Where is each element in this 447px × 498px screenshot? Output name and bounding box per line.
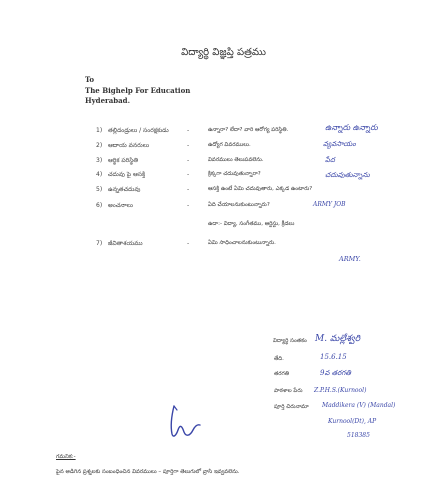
row-label: చదువు పై ఆసక్తి (108, 171, 146, 178)
row-printed-answer: ఏది చేయాలనుకుంటున్నారు? (208, 202, 270, 208)
row-printed-answer: ఉన్నారా? లేదా? వారి ఆరోగ్య పరిస్థితి. (208, 127, 289, 133)
full-address-label: పూర్తి చిరునామా (274, 404, 309, 410)
row-number: 6) (96, 202, 103, 209)
row-printed-answer: వివరములు తెలుపవలెను. (208, 157, 264, 163)
row-label: తల్లిదండ్రులు / సంరక్షకుడు (108, 127, 169, 134)
row-label: ఉన్నతచదువు (108, 186, 141, 193)
row-dash: - (187, 171, 190, 178)
note-heading: గమనిక:- (56, 454, 76, 460)
row-handwritten-answer: ARMY JOB (313, 201, 346, 208)
row-printed-answer: ఉద్యోగ వివరములు. (208, 142, 251, 148)
row-number: 3) (96, 157, 103, 164)
row-printed-answer: క్రిక్కగా చదువుతున్నారా? (208, 171, 261, 177)
row-printed-answer: ఆసక్తి ఉంటే ఏమి చదువుతారు, ఎక్కడ ఉంటారు? (208, 186, 313, 192)
row-label: జీవితాశయము (108, 240, 143, 247)
row-dash: - (187, 186, 190, 193)
row-number: 4) (96, 171, 103, 178)
document-title: విద్యార్థి విజ్ఞప్తి పత్రము (181, 47, 266, 58)
row-dash: - (187, 202, 190, 209)
row-number: 5) (96, 186, 103, 193)
row-label: ఆదాయ వనరులు (108, 142, 150, 149)
row-handwritten-answer: ఉన్నారు ఉన్నారు (325, 123, 378, 132)
row-label: అంచనాలు (108, 202, 133, 209)
full-address-line2: Kurnool(Dt), AP (328, 418, 377, 425)
guardian-signature (166, 404, 206, 444)
date-label: తేది. (274, 356, 284, 362)
row-handwritten-answer: ARMY. (339, 255, 361, 263)
row-handwritten-answer: పేద (325, 156, 335, 164)
address-line-city: Hyderabad. (85, 96, 131, 105)
address-line-to: To (85, 75, 95, 84)
school-value: Z.P.H.S.(Kurnool) (314, 387, 367, 394)
row-handwritten-answer: చదువుతున్నాను (325, 171, 370, 179)
class-label: తరగతి (274, 371, 290, 377)
row-printed-answer: ఏమి సాధించాలనుకుంటున్నారు. (208, 240, 276, 246)
row-number: 2) (96, 142, 103, 149)
date-value: 15.6.15 (320, 353, 347, 361)
student-sign-label: విద్యార్థి సంతకం (273, 338, 307, 344)
row-dash: - (187, 157, 190, 164)
school-label: పాఠశాల పేరు (274, 388, 303, 394)
row-dash: - (187, 240, 190, 247)
row-dash: - (187, 127, 190, 134)
row-printed-example: ఉదా:- విద్యా, సంగీతము, ఆర్టిస్టు, క్రీడలు (208, 221, 295, 227)
row-number: 7) (96, 240, 103, 247)
class-value: 9వ తరగతి (320, 369, 351, 377)
full-address-line1: Maddikera (V) (Mandal) (322, 402, 396, 409)
full-address-line3: 518385 (347, 432, 370, 439)
row-number: 1) (96, 127, 103, 134)
row-label: ఆర్థిక పరిస్థితి (108, 157, 139, 164)
row-handwritten-answer: వ్యవసాయం (323, 140, 356, 148)
note-text: పైన అడిగిన ప్రశ్నలకు సంబంధించిన వివరములు – పూర్తిగా తెలుగులో వ్రాసి ఇవ్వవలెను. (56, 469, 240, 475)
address-line-org: The Bighelp For Education (85, 86, 191, 95)
student-signature: M. మల్లేశ్వరి (315, 334, 361, 344)
row-dash: - (187, 142, 190, 149)
